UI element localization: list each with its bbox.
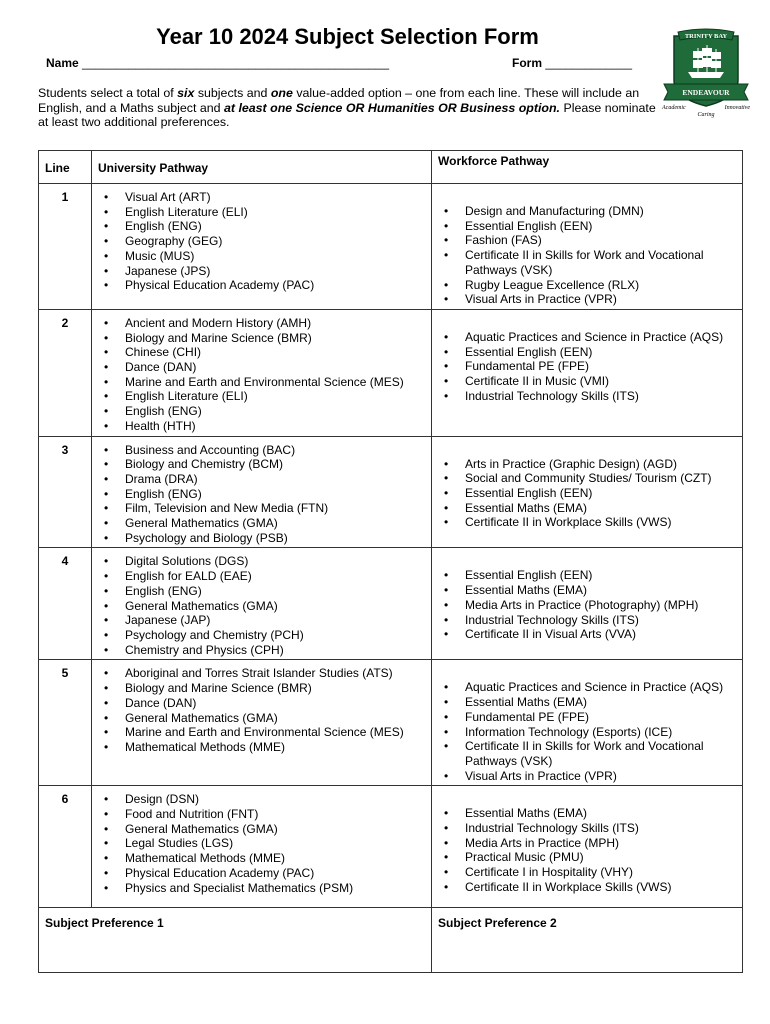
subject-selection-table <box>38 150 743 973</box>
subject-option[interactable]: • Essential Maths (EMA) <box>436 501 738 516</box>
intro-part-2: subjects and <box>194 86 271 100</box>
subject-option[interactable]: • Essential English (EEN) <box>436 219 738 234</box>
subject-option[interactable]: • Visual Arts in Practice (VPR) <box>436 769 738 784</box>
subject-option[interactable]: • Biology and Chemistry (BCM) <box>96 457 427 472</box>
workforce-subject-list <box>436 792 738 894</box>
subject-option[interactable]: • Mathematical Methods (MME) <box>96 740 427 755</box>
subject-option[interactable]: • Design (DSN) <box>96 792 427 807</box>
subject-option[interactable]: • Essential Maths (EMA) <box>436 695 738 710</box>
subject-option[interactable]: • Physical Education Academy (PAC) <box>96 866 427 881</box>
intro-six: six <box>177 86 195 100</box>
subject-option[interactable]: • Essential English (EEN) <box>436 568 738 583</box>
logo-motto-bottom: Caring <box>697 112 715 118</box>
subject-preference-1[interactable]: Subject Preference 1 <box>39 908 432 973</box>
subject-option[interactable]: • Arts in Practice (Graphic Design) (AGD) <box>436 457 738 472</box>
subject-option[interactable]: • Essential English (EEN) <box>436 345 738 360</box>
subject-option[interactable]: • Drama (DRA) <box>96 472 427 487</box>
subject-option[interactable]: • Fundamental PE (FPE) <box>436 710 738 725</box>
subject-option[interactable]: • English Literature (ELI) <box>96 205 427 220</box>
line-number: 2 <box>39 309 92 436</box>
university-subject-list <box>96 316 427 434</box>
subject-option[interactable]: • Aquatic Practices and Science in Practice (AQS) <box>436 330 738 345</box>
university-pathway-cell <box>92 548 432 660</box>
subject-preference-2[interactable]: Subject Preference 2 <box>432 908 743 973</box>
subject-line-row <box>39 660 743 786</box>
logo-top-text: TRINITY BAY <box>684 33 728 40</box>
subject-option[interactable]: • Digital Solutions (DGS) <box>96 554 427 569</box>
subject-option[interactable]: • English (ENG) <box>96 487 427 502</box>
subject-option[interactable]: • Psychology and Chemistry (PCH) <box>96 628 427 643</box>
name-label: Name <box>46 56 79 70</box>
subject-option[interactable]: • Certificate II in Skills for Work and Vocational Pathways (VSK) <box>436 739 738 768</box>
subject-option[interactable]: • Marine and Earth and Environmental Science (MES) <box>96 375 427 390</box>
subject-option[interactable]: • English (ENG) <box>96 584 427 599</box>
intro-part-3: value-added option – one from each line. These will include an English, and a Maths subject and <box>38 86 640 115</box>
line-number: 5 <box>39 660 92 786</box>
subject-option[interactable]: • Psychology and Biology (PSB) <box>96 531 427 546</box>
university-subject-list <box>96 190 427 293</box>
subject-option[interactable]: • Essential Maths (EMA) <box>436 583 738 598</box>
subject-option[interactable]: • Health (HTH) <box>96 419 427 434</box>
subject-option[interactable]: • Certificate I in Hospitality (VHY) <box>436 865 738 880</box>
subject-option[interactable]: • Food and Nutrition (FNT) <box>96 807 427 822</box>
subject-line-row <box>39 436 743 548</box>
intro-paragraph <box>38 86 658 130</box>
school-crest-logo <box>660 28 752 118</box>
subject-option[interactable]: • Media Arts in Practice (MPH) <box>436 836 738 851</box>
subject-option[interactable]: • General Mathematics (GMA) <box>96 599 427 614</box>
subject-option[interactable]: • Biology and Marine Science (BMR) <box>96 681 427 696</box>
subject-option[interactable]: • Business and Accounting (BAC) <box>96 443 427 458</box>
subject-option[interactable]: • English (ENG) <box>96 219 427 234</box>
subject-option[interactable]: • Marine and Earth and Environmental Science (MES) <box>96 725 427 740</box>
workforce-subject-list <box>436 190 738 307</box>
subject-option[interactable]: • Dance (DAN) <box>96 696 427 711</box>
subject-option[interactable]: • Chemistry and Physics (CPH) <box>96 643 427 658</box>
subject-option[interactable]: • Chinese (CHI) <box>96 345 427 360</box>
subject-option[interactable]: • Physical Education Academy (PAC) <box>96 278 427 293</box>
workforce-subject-list <box>436 316 738 404</box>
university-pathway-cell <box>92 660 432 786</box>
intro-one: one <box>270 86 293 100</box>
university-pathway-cell <box>92 309 432 436</box>
subject-option[interactable]: • Aboriginal and Torres Strait Islander Studies (ATS) <box>96 666 427 681</box>
subject-line-row <box>39 184 743 310</box>
workforce-pathway-cell <box>432 786 743 908</box>
table-header-row <box>39 151 743 184</box>
subject-option[interactable]: • Dance (DAN) <box>96 360 427 375</box>
university-pathway-cell <box>92 436 432 548</box>
workforce-pathway-cell <box>432 548 743 660</box>
workforce-pathway-cell <box>432 436 743 548</box>
name-blank: ______________________________________________ <box>82 56 390 70</box>
university-pathway-cell <box>92 184 432 310</box>
subject-option[interactable]: • Biology and Marine Science (BMR) <box>96 331 427 346</box>
subject-option[interactable]: • Industrial Technology Skills (ITS) <box>436 389 738 404</box>
subject-option[interactable]: • Ancient and Modern History (AMH) <box>96 316 427 331</box>
name-field[interactable] <box>46 56 389 70</box>
workforce-subject-list <box>436 554 738 642</box>
subject-option[interactable]: • Mathematical Methods (MME) <box>96 851 427 866</box>
preferences-row <box>39 908 743 973</box>
subject-option[interactable]: • General Mathematics (GMA) <box>96 516 427 531</box>
subject-option[interactable]: • Information Technology (Esports) (ICE) <box>436 725 738 740</box>
subject-option[interactable]: • English (ENG) <box>96 404 427 419</box>
line-number: 1 <box>39 184 92 310</box>
subject-option[interactable]: • Social and Community Studies/ Tourism (CZT) <box>436 471 738 486</box>
form-field[interactable] <box>512 56 632 70</box>
workforce-pathway-cell <box>432 309 743 436</box>
subject-option[interactable]: • Certificate II in Workplace Skills (VWS) <box>436 880 738 895</box>
header-university-pathway: University Pathway <box>92 151 432 184</box>
subject-option[interactable]: • Geography (GEG) <box>96 234 427 249</box>
subject-option[interactable]: • Essential English (EEN) <box>436 486 738 501</box>
line-number: 3 <box>39 436 92 548</box>
workforce-subject-list <box>436 666 738 783</box>
subject-option[interactable]: • Japanese (JAP) <box>96 613 427 628</box>
subject-option[interactable]: • Rugby League Excellence (RLX) <box>436 278 738 293</box>
university-subject-list <box>96 792 427 895</box>
intro-part-4: Please nominate at least two additional preferences. <box>38 100 656 130</box>
subject-option[interactable]: • Certificate II in Workplace Skills (VWS) <box>436 515 738 530</box>
subject-option[interactable]: • Film, Television and New Media (FTN) <box>96 501 427 516</box>
line-number: 4 <box>39 548 92 660</box>
subject-option[interactable]: • Fundamental PE (FPE) <box>436 359 738 374</box>
subject-option[interactable]: • Industrial Technology Skills (ITS) <box>436 821 738 836</box>
subject-option[interactable]: • Visual Art (ART) <box>96 190 427 205</box>
subject-option[interactable]: • English for EALD (EAE) <box>96 569 427 584</box>
logo-motto-left: Academic <box>662 105 686 111</box>
subject-line-row <box>39 309 743 436</box>
subject-option[interactable]: • Design and Manufacturing (DMN) <box>436 204 738 219</box>
subject-option[interactable]: • Aquatic Practices and Science in Practice (AQS) <box>436 680 738 695</box>
subject-option[interactable]: • Visual Arts in Practice (VPR) <box>436 292 738 307</box>
subject-option[interactable]: • Physics and Specialist Mathematics (PSM) <box>96 881 427 896</box>
subject-option[interactable]: • Fashion (FAS) <box>436 233 738 248</box>
subject-option[interactable]: • Essential Maths (EMA) <box>436 806 738 821</box>
subject-option[interactable]: • Certificate II in Music (VMI) <box>436 374 738 389</box>
subject-option[interactable]: • Music (MUS) <box>96 249 427 264</box>
subject-option[interactable]: • English Literature (ELI) <box>96 389 427 404</box>
workforce-pathway-cell <box>432 184 743 310</box>
workforce-subject-list <box>436 443 738 531</box>
subject-option[interactable]: • Legal Studies (LGS) <box>96 836 427 851</box>
form-blank: _____________ <box>545 56 633 70</box>
university-pathway-cell <box>92 786 432 908</box>
university-subject-list <box>96 443 427 546</box>
subject-option[interactable]: • General Mathematics (GMA) <box>96 822 427 837</box>
line-number: 6 <box>39 786 92 908</box>
university-subject-list <box>96 554 427 657</box>
logo-motto-right: Innovative <box>724 105 750 111</box>
workforce-pathway-cell <box>432 660 743 786</box>
subject-option[interactable]: • Media Arts in Practice (Photography) (MPH) <box>436 598 738 613</box>
form-label: Form <box>512 56 542 70</box>
subject-option[interactable]: • Industrial Technology Skills (ITS) <box>436 613 738 628</box>
subject-option[interactable]: • Japanese (JPS) <box>96 264 427 279</box>
subject-line-row <box>39 548 743 660</box>
page-title: Year 10 2024 Subject Selection Form <box>156 24 539 49</box>
subject-option[interactable]: • Certificate II in Skills for Work and Vocational Pathways (VSK) <box>436 248 738 277</box>
subject-option[interactable]: • General Mathematics (GMA) <box>96 711 427 726</box>
subject-option[interactable]: • Certificate II in Visual Arts (VVA) <box>436 627 738 642</box>
header-line: Line <box>39 151 92 184</box>
intro-part-1: Students select a total of <box>38 86 178 100</box>
university-subject-list <box>96 666 427 754</box>
subject-line-row <box>39 786 743 908</box>
subject-option[interactable]: • Practical Music (PMU) <box>436 850 738 865</box>
logo-banner-text: ENDEAVOUR <box>682 88 730 97</box>
header-workforce-pathway: Workforce Pathway <box>432 151 743 184</box>
intro-bold-requirement: at least one Science OR Humanities OR Business option. <box>223 100 560 115</box>
